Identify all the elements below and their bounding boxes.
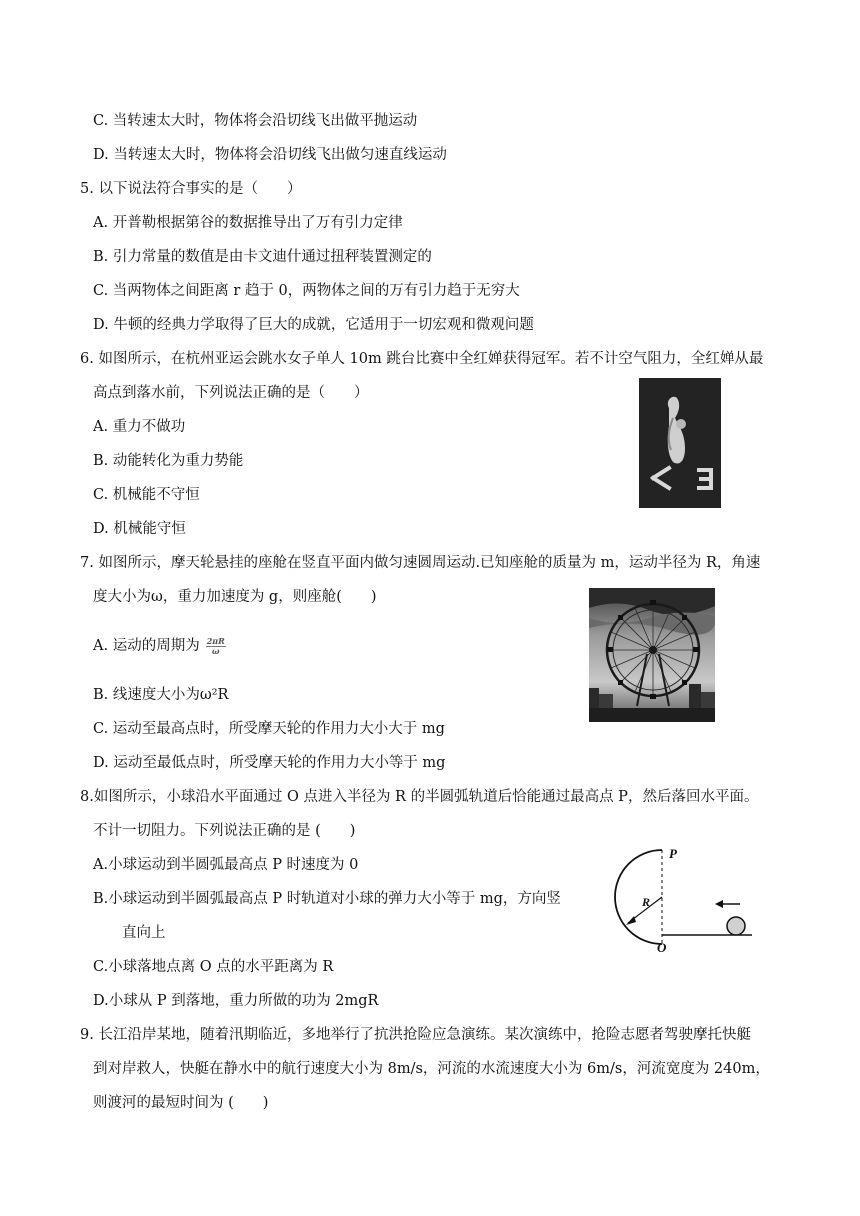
q5-option-d: D. 牛顿的经典力学取得了巨大的成就，它适用于一切宏观和微观问题: [93, 317, 534, 333]
semicircle-track-diagram: [612, 840, 762, 956]
q8-option-c: C.小球落地点离 O 点的水平距离为 R: [93, 959, 334, 975]
q4-option-d: D. 当转速太大时，物体将会沿切线飞出做匀速直线运动: [93, 147, 447, 163]
q8-stem: 8.如图所示，小球沿水平面通过 O 点进入半径为 R 的半圆弧轨道后恰能通过最高点 P，然后落回水平面。: [80, 789, 759, 805]
q8-option-b: B.小球运动到半圆弧最高点 P 时轨道对小球的弹力大小等于 mg，方向竖: [93, 891, 561, 907]
q6-option-d: D. 机械能守恒: [93, 521, 186, 537]
q7-stem: 7. 如图所示，摩天轮悬挂的座舱在竖直平面内做匀速圆周运动.已知座舱的质量为 m，运动半径为 R，角速: [80, 555, 761, 571]
ferris-wheel-photo: [589, 588, 715, 722]
q7-option-c: C. 运动至最高点时，所受摩天轮的作用力大小大于 mg: [93, 721, 445, 737]
q7-option-a: [93, 636, 226, 656]
q6-stem: 6. 如图所示，在杭州亚运会跳水女子单人 10m 跳台比赛中全红婵获得冠军。若不计空气阻力，全红婵从最: [80, 351, 764, 367]
q4-option-c: C. 当转速太大时，物体将会沿切线飞出做平抛运动: [93, 113, 418, 129]
q9-stem-cont-2: 则渡河的最短时间为 ( ): [93, 1095, 269, 1111]
ball: [727, 917, 745, 935]
q7-option-d: D. 运动至最低点时，所受摩天轮的作用力大小等于 mg: [93, 755, 446, 771]
q9-stem-cont: 到对岸救人，快艇在静水中的航行速度大小为 8m/s，河流的水流速度大小为 6m/s，河流宽度为 240m，: [93, 1061, 770, 1077]
q6-option-c: C. 机械能不守恒: [93, 487, 200, 503]
ferris-wheel-image: [589, 588, 715, 722]
fraction-numerator: 2πR: [206, 635, 225, 646]
q9-stem: 9. 长江沿岸某地，随着汛期临近，多地举行了抗洪抢险应急演练。某次演练中，抢险志愿者驾驶摩托快艇: [80, 1027, 751, 1043]
q6-stem-cont: 高点到落水前，下列说法正确的是（ ）: [93, 385, 369, 401]
velocity-arrowhead: [715, 900, 723, 908]
q6-option-b: B. 动能转化为重力势能: [93, 453, 244, 469]
diver-photo: [639, 378, 721, 508]
q8-option-a: A.小球运动到半圆弧最高点 P 时速度为 0: [93, 857, 359, 873]
q7-stem-cont: 度大小为ω，重力加速度为 g，则座舱( ): [93, 589, 377, 605]
q5-stem: 5. 以下说法符合事实的是（ ）: [80, 181, 302, 197]
period-fraction: [206, 637, 226, 656]
diver-image: [639, 378, 721, 508]
q5-option-a: A. 开普勒根据第谷的数据推导出了万有引力定律: [93, 215, 403, 231]
label-r: R: [642, 895, 651, 909]
fraction-denominator: ω: [211, 645, 220, 656]
q6-option-a: A. 重力不做功: [93, 419, 186, 435]
label-p: P: [669, 846, 677, 861]
q7-option-a-text: A. 运动的周期为: [93, 638, 200, 654]
semicircle-arc: [615, 850, 662, 944]
q8-option-d: D.小球从 P 到落地，重力所做的功为 2mgR: [93, 993, 379, 1009]
q8-option-b-cont: 直向上: [122, 925, 166, 941]
q7-option-b: B. 线速度大小为ω²R: [93, 687, 229, 703]
q5-option-c: C. 当两物体之间距离 r 趋于 0，两物体之间的万有引力趋于无穷大: [93, 283, 520, 299]
q8-stem-cont: 不计一切阻力。下列说法正确的是 ( ): [93, 823, 356, 839]
q5-option-b: B. 引力常量的数值是由卡文迪什通过扭秤装置测定的: [93, 249, 432, 265]
label-o: O: [657, 940, 667, 955]
